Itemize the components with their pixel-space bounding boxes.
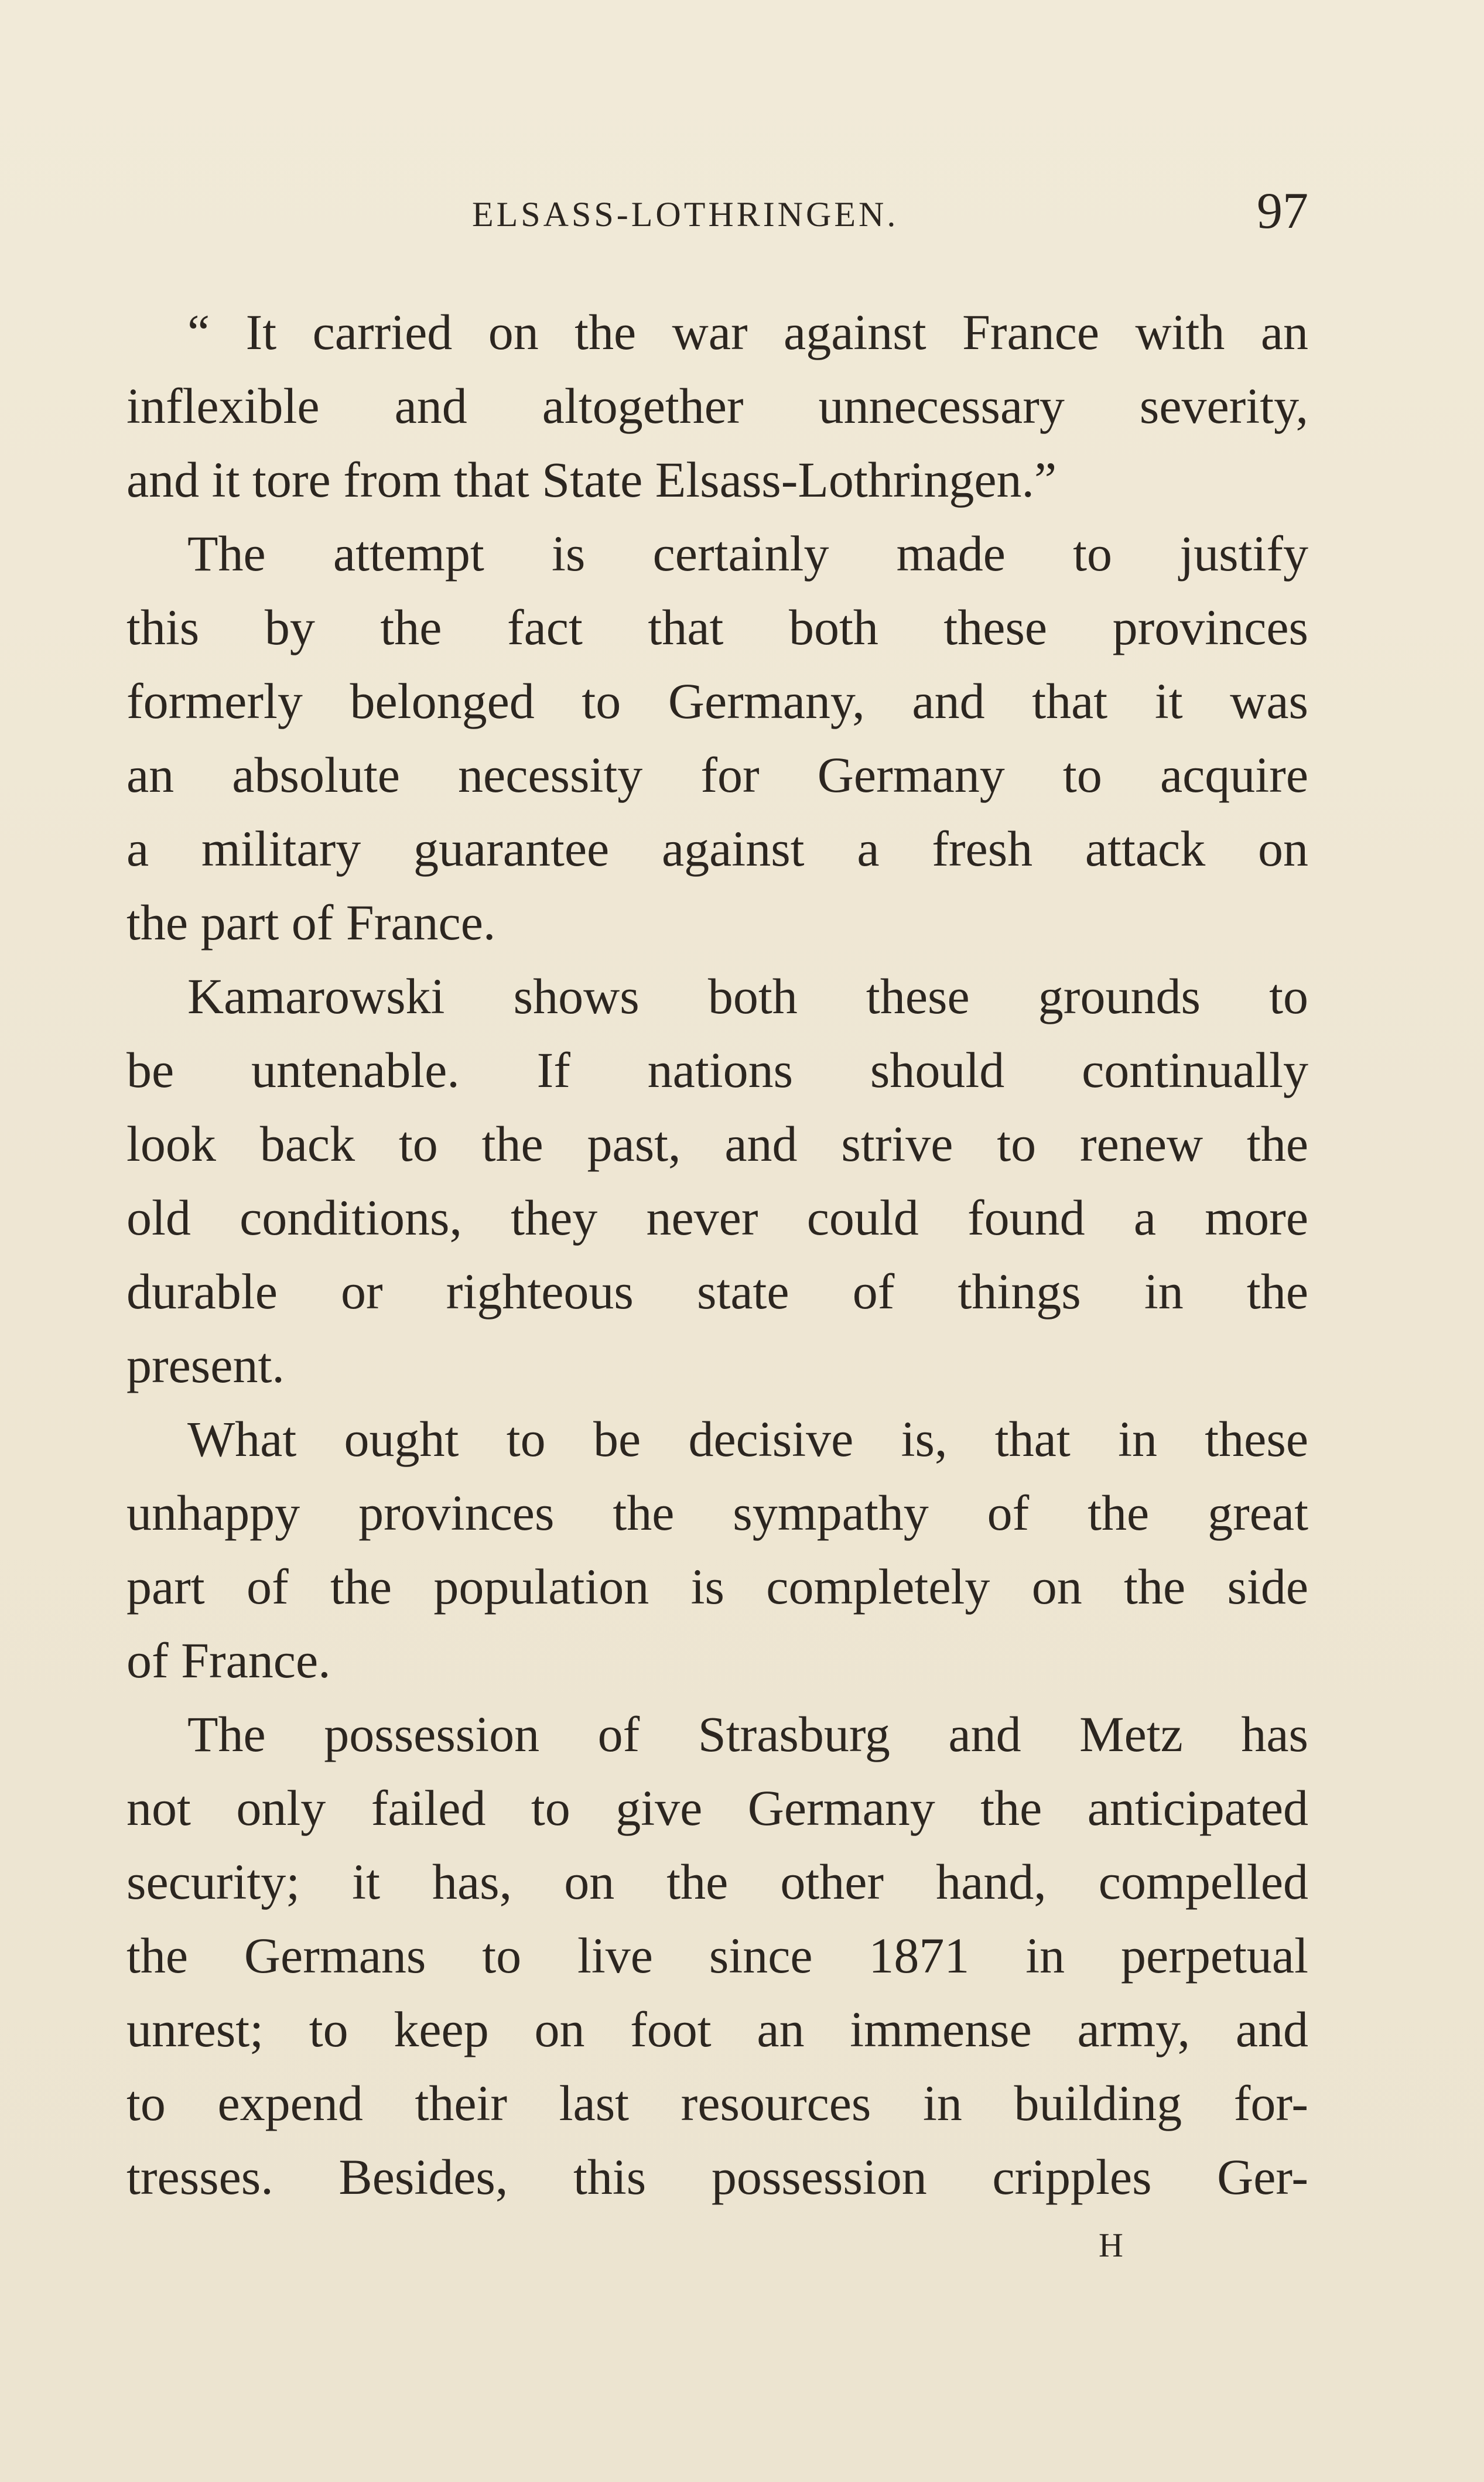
text-line: the Germans to live since 1871 in perpetual xyxy=(126,1927,1308,1984)
text-line: look back to the past, and strive to renew the xyxy=(126,1116,1308,1172)
text-line: formerly belonged to Germany, and that it was xyxy=(126,673,1308,729)
running-head: ELSASS-LOTHRINGEN. xyxy=(472,195,899,234)
signature-mark: H xyxy=(1099,2226,1124,2264)
text-line: an absolute necessity for Germany to acquire xyxy=(126,747,1308,803)
text-line: and it tore from that State Elsass-Lothringen.” xyxy=(126,452,1057,508)
text-line: the part of France. xyxy=(126,894,496,951)
text-line: durable or righteous state of things in the xyxy=(126,1263,1308,1319)
text-line: not only failed to give Germany the anticipated xyxy=(126,1780,1308,1836)
text-line: unrest; to keep on foot an immense army, and xyxy=(126,2001,1308,2057)
text-line: tresses. Besides, this possession cripples Ger- xyxy=(126,2149,1308,2205)
text-line: “ It carried on the war against France with an xyxy=(187,304,1308,360)
text-line: The possession of Strasburg and Metz has xyxy=(187,1706,1308,1762)
text-line: to expend their last resources in building for- xyxy=(126,2075,1308,2131)
page-number: 97 xyxy=(1257,183,1308,240)
body-text xyxy=(126,295,1308,2214)
text-line: security; it has, on the other hand, compelled xyxy=(126,1854,1308,1910)
page-header xyxy=(126,183,1308,240)
text-line: Kamarowski shows both these grounds to xyxy=(187,968,1308,1024)
text-line: unhappy provinces the sympathy of the great xyxy=(126,1485,1308,1541)
text-line: inflexible and altogether unnecessary severity, xyxy=(126,378,1308,434)
text-line: present. xyxy=(126,1337,285,1393)
text-line: What ought to be decisive is, that in these xyxy=(187,1411,1308,1467)
text-line: The attempt is certainly made to justify xyxy=(187,525,1308,582)
text-line: of France. xyxy=(126,1632,331,1688)
text-line: a military guarantee against a fresh attack on xyxy=(126,821,1308,877)
text-line: part of the population is completely on the side xyxy=(126,1558,1308,1615)
text-line: old conditions, they never could found a more xyxy=(126,1189,1308,1246)
text-line: this by the fact that both these provinces xyxy=(126,599,1308,655)
text-line: be untenable. If nations should continually xyxy=(126,1042,1308,1098)
